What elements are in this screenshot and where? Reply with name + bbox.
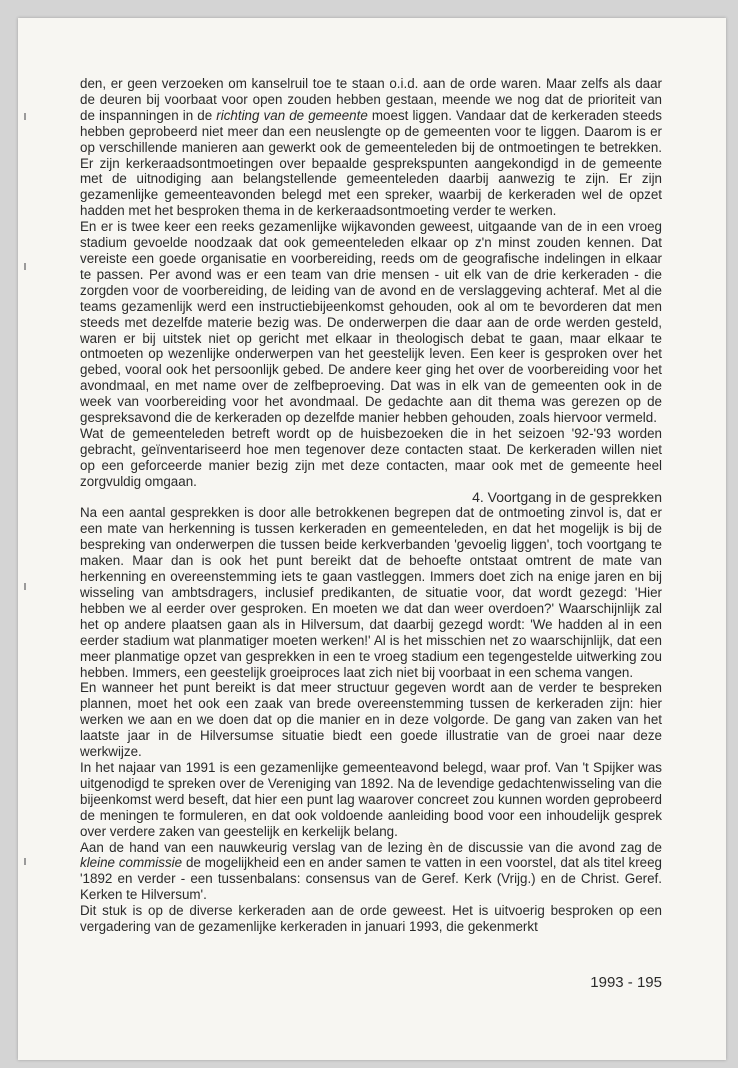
paragraph [80,505,662,680]
margin-mark [24,263,26,270]
paragraph [80,219,662,426]
emphasis: richting van de gemeente [216,107,368,123]
paragraph [80,76,662,219]
emphasis: kleine commissie [80,855,183,871]
paragraph [80,426,662,490]
margin-mark [24,113,26,120]
text-run: Na een aantal gesprekken is door alle betrokkenen begrepen dat de ontmoeting zinvol is, dat er een mate van herkenning is tussen kerkeraden en gemeenteleden, en dat het mogelijk is bij de bespreking van onderwerpen die tussen beide kerkverbanden 'gevoelig liggen', toch voortgang te maken. Maar dan is ook het punt bereikt dat de behoefte ontstaat omtrent de mate van herkenning en overeenstemming iets te gaan vastleggen. Immers doet zich na enige jaren en bij wisseling van ambtsdragers, inclusief predikanten, de situatie voor, dat wordt gezegd: 'Hier hebben we al eerder over gesproken. En moeten we dat dan weer overdoen?' Waarschijnlijk zal het op andere plaatsen gaan als in Hilversum, dat daarbij gezegd wordt: 'We hadden al in een eerder stadium wat planmatiger moeten werken!' Al is het misschien net zo waarschijnlijk, dat een meer planmatige opzet van gesprekken in een te vroeg stadium een tegengestelde uitwerking zou hebben. Immers, een geestelijk groeiproces laat zich niet bij voorbaat in een schema vangen. [80,505,662,680]
text-run: En wanneer het punt bereikt is dat meer structuur gegeven wordt aan de verder te bespreken plannen, moet het ook een zaak van brede overeenstemming tussen de kerkeraden zijn: hier werken we aan en we doen dat op die manier en in deze volgorde. De gang van zaken van het laatste jaar in de Hilversumse situatie biedt een goede illustratie van de groei naar deze werkwijze. [80,680,662,760]
paragraph [80,903,662,935]
margin-mark [24,583,26,590]
body-text [80,76,662,935]
paragraph [80,840,662,904]
text-run: Wat de gemeenteleden betreft wordt op de huisbezoeken die in het seizoen '92-'93 worden gebracht, geïnventariseerd hoe men tegenover deze contacten staat. De kerkeraden willen niet op een geforceerde manier bezig zijn met deze contacten, maar ook met de gemeente heel zorgvuldig omgaan. [80,425,662,489]
text-run: En er is twee keer een reeks gezamenlijke wijkavonden geweest, uitgaande van de in een vroeg stadium gevoelde noodzaak dat ook gemeenteleden elkaar op z'n minst zouden kennen. Dat vereiste een goede organisatie en voorbereiding, reeds om de geografische indelingen in elkaar te passen. Per avond was er een team van drie mensen - uit elk van de drie kerkeraden - die zorgden voor de voorbereiding, de leiding van de avond en de verslaggeving achteraf. Met al die teams gezamenlijk werd een instructiebijeenkomst gehouden, ook al om te bevorderen dat men steeds met dezelfde materie bezig was. De onderwerpen die daar aan de orde werden gesteld, waren er bij uitstek niet op gericht met elkaar in theologisch debat te gaan, maar elkaar te ontmoeten op wezenlijke onderwerpen van het geestelijk leven. Een keer is gesproken over het gebed, vooral ook het persoonlijk gebed. De andere keer ging het over de voorbereiding voor het avondmaal, en met name over de zelfbeproeving. Dat was in elk van de gemeenten ook in de week van voorbereiding voor het avondmaal. De gedachte aan dit thema was gerezen op de gespreksavond die de kerkeraden op dezelfde manier hebben gehouden, zoals hiervoor vermeld. [80,219,662,426]
text-run: den, er geen verzoeken om kanselruil toe te staan o.i.d. aan de orde waren. Maar zelfs als daar de deuren bij voorbaat voor open zouden hebben gestaan, meende we nog dat de prioriteit van de inspanningen in de [80,76,662,123]
text-run: Dit stuk is op de diverse kerkeraden aan de orde geweest. Het is uitvoerig besproken op een vergadering van de gezamenlijke kerkeraden in januari 1993, die gekenmerkt [80,903,662,935]
page-number: 1993 - 195 [590,974,662,991]
text-run: In het najaar van 1991 is een gezamenlijke gemeenteavond belegd, waar prof. Van 't Spijker was uitgenodigd te spreken over de Vereniging van 1892. Na de levendige gedachtenwisseling van die bijeenkomst werd beseft, dat hier een punt lag waarover concreet zou kunnen worden geprobeerd de meningen te formuleren, en dat ook voldoende aanleiding bood voor een inhoudelijk gesprek over verdere zaken van geestelijk en kerkelijk belang. [80,759,662,839]
paragraph [80,760,662,840]
document-page [18,18,726,1060]
section-heading: 4. Voortgang in de gesprekken [472,488,662,505]
text-run: moest liggen. Vandaar dat de kerkeraden steeds hebben geprobeerd niet meer dan een neuslengte op de gemeenten voor te liggen. Daarom is er op verschillende manieren aan gewerkt ook de gemeenteleden bij de ontmoetingen te betrekken. Er zijn kerkeraadsontmoetingen over bepaalde gesprekspunten aangekondigd in de gemeente met de uitnodiging aan belangstellende gemeenteleden daarbij aanwezig te zijn. Er zijn gezamenlijke gemeenteavonden belegd met een spreker, waarbij de kerkeraden wel de opzet hadden met het besproken thema in de kerkeraadsontmoeting verder te werken. [80,107,662,219]
text-run: Aan de hand van een nauwkeurig verslag van de lezing èn de discussie van die avond zag de [80,839,662,855]
paragraph [80,680,662,760]
text-run: de mogelijkheid een en ander samen te vatten in een voorstel, dat als titel kreeg '1892 en verder - een tussenbalans: consensus van de Geref. Kerk (Vrijg.) en de Christ. Geref. Kerken te Hilversum'. [80,855,662,903]
margin-mark [24,858,26,865]
